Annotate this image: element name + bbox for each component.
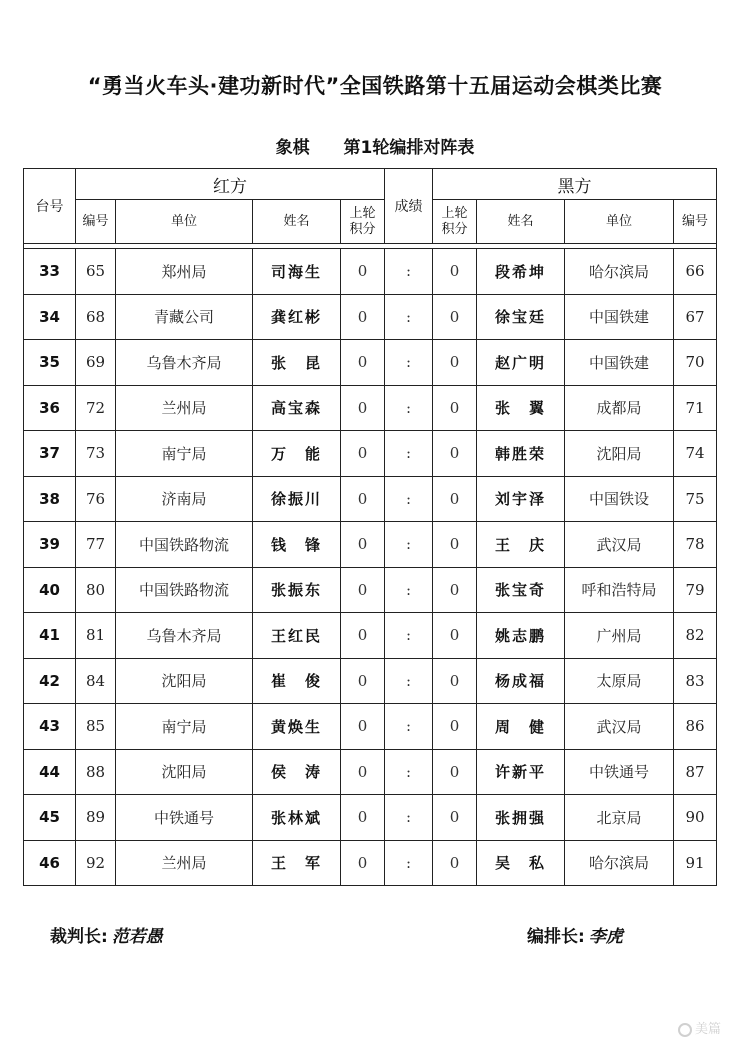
signature-line (0, 922, 750, 952)
red-player-name: 钱 锋 (253, 522, 341, 568)
black-prev-score: 0 (433, 840, 477, 886)
black-player-name: 张 翼 (477, 385, 565, 431)
black-side-header: 黑方 (433, 169, 717, 200)
red-prev-score-header (341, 200, 385, 244)
red-id: 77 (76, 522, 116, 568)
red-prev-score: 0 (341, 385, 385, 431)
black-id: 78 (674, 522, 717, 568)
red-id: 65 (76, 249, 116, 295)
chief-referee-signature: 范若愚 (111, 927, 163, 947)
black-unit: 中国铁建 (565, 294, 674, 340)
red-player-name: 张振东 (253, 567, 341, 613)
red-prev-score: 0 (341, 613, 385, 659)
red-id: 80 (76, 567, 116, 613)
black-unit: 中国铁建 (565, 340, 674, 386)
black-id: 82 (674, 613, 717, 659)
black-unit: 广州局 (565, 613, 674, 659)
result-separator: : (385, 613, 433, 659)
red-player-name: 高宝森 (253, 385, 341, 431)
result-separator: : (385, 431, 433, 477)
red-id: 89 (76, 795, 116, 841)
black-player-name: 张宝奇 (477, 567, 565, 613)
black-id: 90 (674, 795, 717, 841)
red-unit: 郑州局 (116, 249, 253, 295)
chief-referee (50, 922, 163, 947)
black-id-header: 编号 (674, 200, 717, 244)
table-no-header: 台号 (24, 169, 76, 244)
red-unit: 济南局 (116, 476, 253, 522)
red-unit: 中国铁路物流 (116, 522, 253, 568)
red-unit: 乌鲁木齐局 (116, 340, 253, 386)
result-separator: : (385, 249, 433, 295)
black-unit: 哈尔滨局 (565, 249, 674, 295)
table-no: 33 (24, 249, 76, 295)
red-prev-score-label: 上轮积分 (349, 205, 376, 237)
red-id: 92 (76, 840, 116, 886)
red-player-name: 侯 涛 (253, 749, 341, 795)
red-player-name: 黄焕生 (253, 704, 341, 750)
red-id: 68 (76, 294, 116, 340)
table-row (24, 613, 717, 659)
black-unit: 武汉局 (565, 704, 674, 750)
pairing-table (23, 168, 717, 886)
arranger-signature: 李虎 (588, 927, 623, 947)
table-no: 39 (24, 522, 76, 568)
black-prev-score-label: 上轮积分 (441, 205, 468, 237)
black-prev-score: 0 (433, 340, 477, 386)
table-row (24, 294, 717, 340)
red-prev-score: 0 (341, 840, 385, 886)
table-row (24, 476, 717, 522)
red-unit: 沈阳局 (116, 658, 253, 704)
red-prev-score: 0 (341, 567, 385, 613)
black-player-name: 杨成福 (477, 658, 565, 704)
table-row (24, 522, 717, 568)
table-no: 35 (24, 340, 76, 386)
meipian-logo-icon (678, 1023, 692, 1037)
result-separator: : (385, 385, 433, 431)
result-separator: : (385, 795, 433, 841)
black-id: 83 (674, 658, 717, 704)
red-id: 84 (76, 658, 116, 704)
red-prev-score: 0 (341, 704, 385, 750)
red-player-name: 王红民 (253, 613, 341, 659)
black-player-name: 许新平 (477, 749, 565, 795)
red-player-name: 崔 俊 (253, 658, 341, 704)
black-prev-score: 0 (433, 795, 477, 841)
red-player-name: 张林斌 (253, 795, 341, 841)
red-name-header: 姓名 (253, 200, 341, 244)
red-side-header: 红方 (76, 169, 385, 200)
black-player-name: 徐宝廷 (477, 294, 565, 340)
black-player-name: 韩胜荣 (477, 431, 565, 477)
result-separator: : (385, 704, 433, 750)
document-subtitle (0, 133, 750, 158)
black-player-name: 周 健 (477, 704, 565, 750)
round-label: 第1轮编排对阵表 (343, 138, 475, 158)
table-no: 38 (24, 476, 76, 522)
table-row (24, 704, 717, 750)
arranger-label: 编排长: (527, 927, 585, 947)
red-player-name: 龚红彬 (253, 294, 341, 340)
black-unit: 哈尔滨局 (565, 840, 674, 886)
table-row (24, 385, 717, 431)
table-no: 37 (24, 431, 76, 477)
black-unit: 太原局 (565, 658, 674, 704)
table-no: 34 (24, 294, 76, 340)
result-separator: : (385, 476, 433, 522)
table-no: 42 (24, 658, 76, 704)
red-unit: 青藏公司 (116, 294, 253, 340)
table-no: 41 (24, 613, 76, 659)
black-player-name: 王 庆 (477, 522, 565, 568)
black-prev-score-header (433, 200, 477, 244)
table-body (24, 249, 717, 886)
red-prev-score: 0 (341, 294, 385, 340)
red-player-name: 徐振川 (253, 476, 341, 522)
chief-referee-label: 裁判长: (50, 927, 108, 947)
black-prev-score: 0 (433, 658, 477, 704)
black-prev-score: 0 (433, 431, 477, 477)
black-unit-header: 单位 (565, 200, 674, 244)
red-unit: 南宁局 (116, 704, 253, 750)
red-unit: 兰州局 (116, 385, 253, 431)
red-unit: 南宁局 (116, 431, 253, 477)
result-separator: : (385, 658, 433, 704)
table-no: 44 (24, 749, 76, 795)
black-id: 67 (674, 294, 717, 340)
table-row (24, 840, 717, 886)
black-unit: 北京局 (565, 795, 674, 841)
table-row (24, 658, 717, 704)
red-unit: 沈阳局 (116, 749, 253, 795)
result-header: 成绩 (385, 169, 433, 244)
black-unit: 呼和浩特局 (565, 567, 674, 613)
black-id: 75 (674, 476, 717, 522)
result-separator: : (385, 294, 433, 340)
result-separator: : (385, 840, 433, 886)
table-row (24, 340, 717, 386)
event-name: 象棋 (275, 138, 310, 158)
result-separator: : (385, 567, 433, 613)
red-id: 76 (76, 476, 116, 522)
black-id: 66 (674, 249, 717, 295)
red-prev-score: 0 (341, 476, 385, 522)
black-id: 74 (674, 431, 717, 477)
black-prev-score: 0 (433, 385, 477, 431)
red-prev-score: 0 (341, 522, 385, 568)
red-prev-score: 0 (341, 658, 385, 704)
watermark (678, 1018, 721, 1037)
red-id: 72 (76, 385, 116, 431)
table-row (24, 567, 717, 613)
red-unit: 中国铁路物流 (116, 567, 253, 613)
red-player-name: 王 军 (253, 840, 341, 886)
red-player-name: 万 能 (253, 431, 341, 477)
table-no: 46 (24, 840, 76, 886)
red-id: 85 (76, 704, 116, 750)
black-unit: 成都局 (565, 385, 674, 431)
red-id: 88 (76, 749, 116, 795)
watermark-text: 美篇 (695, 1022, 722, 1037)
red-id: 69 (76, 340, 116, 386)
black-player-name: 段希坤 (477, 249, 565, 295)
black-prev-score: 0 (433, 749, 477, 795)
arranger (527, 922, 623, 947)
table-no: 45 (24, 795, 76, 841)
black-id: 79 (674, 567, 717, 613)
black-id: 86 (674, 704, 717, 750)
red-prev-score: 0 (341, 431, 385, 477)
table-no: 40 (24, 567, 76, 613)
result-separator: : (385, 340, 433, 386)
black-player-name: 姚志鹏 (477, 613, 565, 659)
red-prev-score: 0 (341, 749, 385, 795)
black-prev-score: 0 (433, 613, 477, 659)
black-prev-score: 0 (433, 704, 477, 750)
document-title: “勇当火车头·建功新时代”全国铁路第十五届运动会棋类比赛 (87, 74, 663, 98)
table-row (24, 749, 717, 795)
red-player-name: 司海生 (253, 249, 341, 295)
black-name-header: 姓名 (477, 200, 565, 244)
red-id: 73 (76, 431, 116, 477)
black-unit: 武汉局 (565, 522, 674, 568)
red-player-name: 张 昆 (253, 340, 341, 386)
black-id: 87 (674, 749, 717, 795)
black-id: 71 (674, 385, 717, 431)
red-unit-header: 单位 (116, 200, 253, 244)
red-id: 81 (76, 613, 116, 659)
table-row (24, 431, 717, 477)
red-id-header: 编号 (76, 200, 116, 244)
black-prev-score: 0 (433, 249, 477, 295)
black-player-name: 刘宇泽 (477, 476, 565, 522)
red-unit: 兰州局 (116, 840, 253, 886)
black-prev-score: 0 (433, 476, 477, 522)
black-player-name: 张拥强 (477, 795, 565, 841)
black-player-name: 赵广明 (477, 340, 565, 386)
red-unit: 中铁通号 (116, 795, 253, 841)
result-separator: : (385, 522, 433, 568)
table-row (24, 249, 717, 295)
black-unit: 沈阳局 (565, 431, 674, 477)
result-separator: : (385, 749, 433, 795)
red-prev-score: 0 (341, 249, 385, 295)
black-id: 91 (674, 840, 717, 886)
black-id: 70 (674, 340, 717, 386)
black-prev-score: 0 (433, 567, 477, 613)
table-no: 43 (24, 704, 76, 750)
black-unit: 中国铁设 (565, 476, 674, 522)
table-no: 36 (24, 385, 76, 431)
table-row (24, 795, 717, 841)
red-prev-score: 0 (341, 795, 385, 841)
black-unit: 中铁通号 (565, 749, 674, 795)
red-prev-score: 0 (341, 340, 385, 386)
black-prev-score: 0 (433, 294, 477, 340)
black-player-name: 吴 私 (477, 840, 565, 886)
black-prev-score: 0 (433, 522, 477, 568)
red-unit: 乌鲁木齐局 (116, 613, 253, 659)
